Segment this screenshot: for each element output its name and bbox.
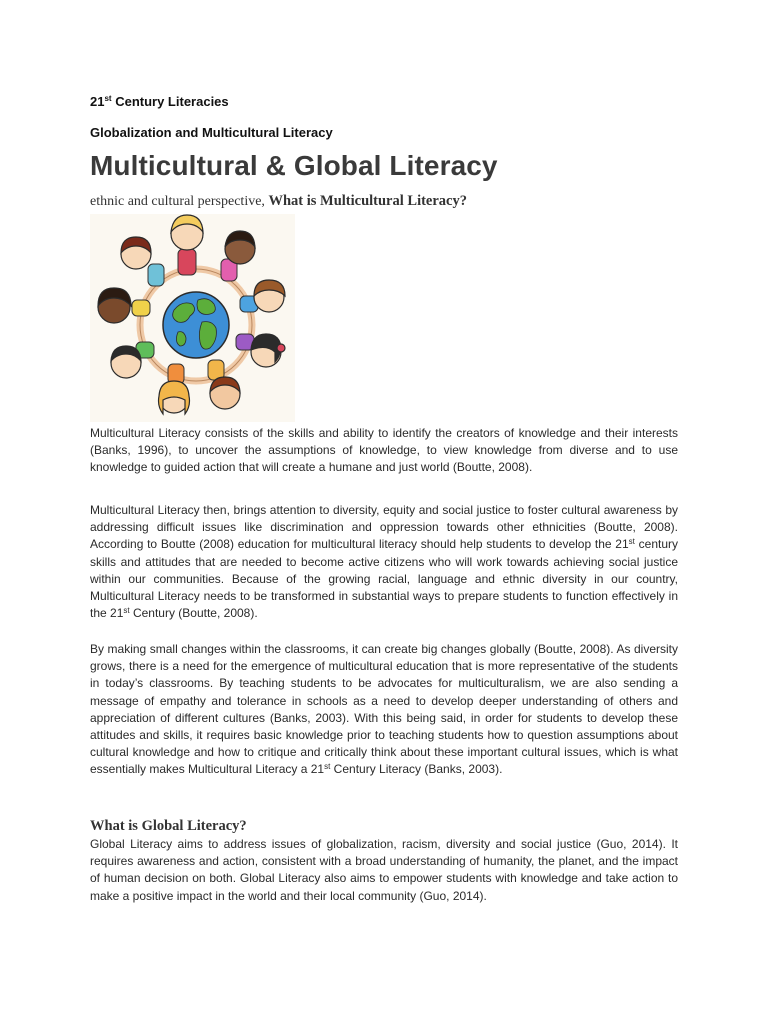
children-around-globe-icon: [90, 214, 295, 422]
document-heading: [90, 94, 229, 109]
ordinal-suffix: st: [123, 606, 130, 616]
heading-text: Century Literacies: [111, 94, 229, 109]
paragraph-4: Global Literacy aims to address issues of globalization, racism, diversity and social justice (Guo, 2014). It requires awareness and action, consistent with a broad understanding of humanity, the planet, and the impact of human decision on both. Global Literacy also aims to empower students with knowledge and take action to make a positive impact in the world and their local community (Guo, 2014).: [90, 837, 678, 903]
paragraph-3: [90, 641, 678, 779]
paragraph-2-text-c: Century (Boutte, 2008).: [129, 606, 258, 621]
ordinal-suffix: st: [628, 537, 635, 547]
paragraph-3-text-b: Century Literacy (Banks, 2003).: [330, 762, 503, 777]
paragraph-3-text-a: By making small changes within the classrooms, it can create big changes globally (Boutte, 2008). As diversity grows, there is a need for the emergence of multicultural education that is more representative of the students in today’s classrooms. By teaching students to be advocates for multiculturalism, we are also sending a message of empathy and tolerance in schools as a need to develop deeper understanding of others and appreciation of different cultures (Banks, 2003). With this being said, in order for students to develop these attitudes and skills, it requires basic knowledge prior to teaching students how to question assumptions about cultural knowledge and how to critique and critically think about these important cultural issues, which is what essentially makes Multicultural Literacy a 21: [90, 642, 678, 777]
intro-text: ethnic and cultural perspective,: [90, 194, 269, 209]
ordinal-suffix: st: [104, 94, 112, 103]
paragraph-2-text-b: century skills and attitudes that are needed to become active citizens who will work towards achieving social justice within our communities. Because of the growing racial, language and ethnic diversity in our country, Multicultural Literacy needs to be transformed in substantial ways to prepare students to function effectively in the 21: [90, 537, 678, 621]
section-heading: What is Global Literacy?: [90, 818, 247, 834]
heading-number: 21: [90, 94, 105, 109]
paragraph-2-text-a: Multicultural Literacy then, brings attention to diversity, equity and social justice to foster cultural awareness by addressing difficult issues like discrimination and oppression towards other ethnicities (Boutte, 2008). According to Boutte (2008) education for multicultural literacy should help students to develop the 21: [90, 503, 678, 552]
paragraph-1: Multicultural Literacy consists of the skills and ability to identify the creators of knowledge and their interests (Banks, 1996), to uncover the assumptions of knowledge, to view knowledge from diverse and to use knowledge to guided action that will create a humane and just world (Boutte, 2008).: [90, 426, 678, 475]
paragraph-2: [90, 502, 678, 622]
page-title: Multicultural & Global Literacy: [90, 150, 498, 181]
ordinal-suffix: st: [324, 762, 331, 772]
intro-question: What is Multicultural Literacy?: [268, 193, 467, 209]
intro-line: [90, 193, 467, 210]
document-subheading: Globalization and Multicultural Literacy: [90, 125, 333, 140]
